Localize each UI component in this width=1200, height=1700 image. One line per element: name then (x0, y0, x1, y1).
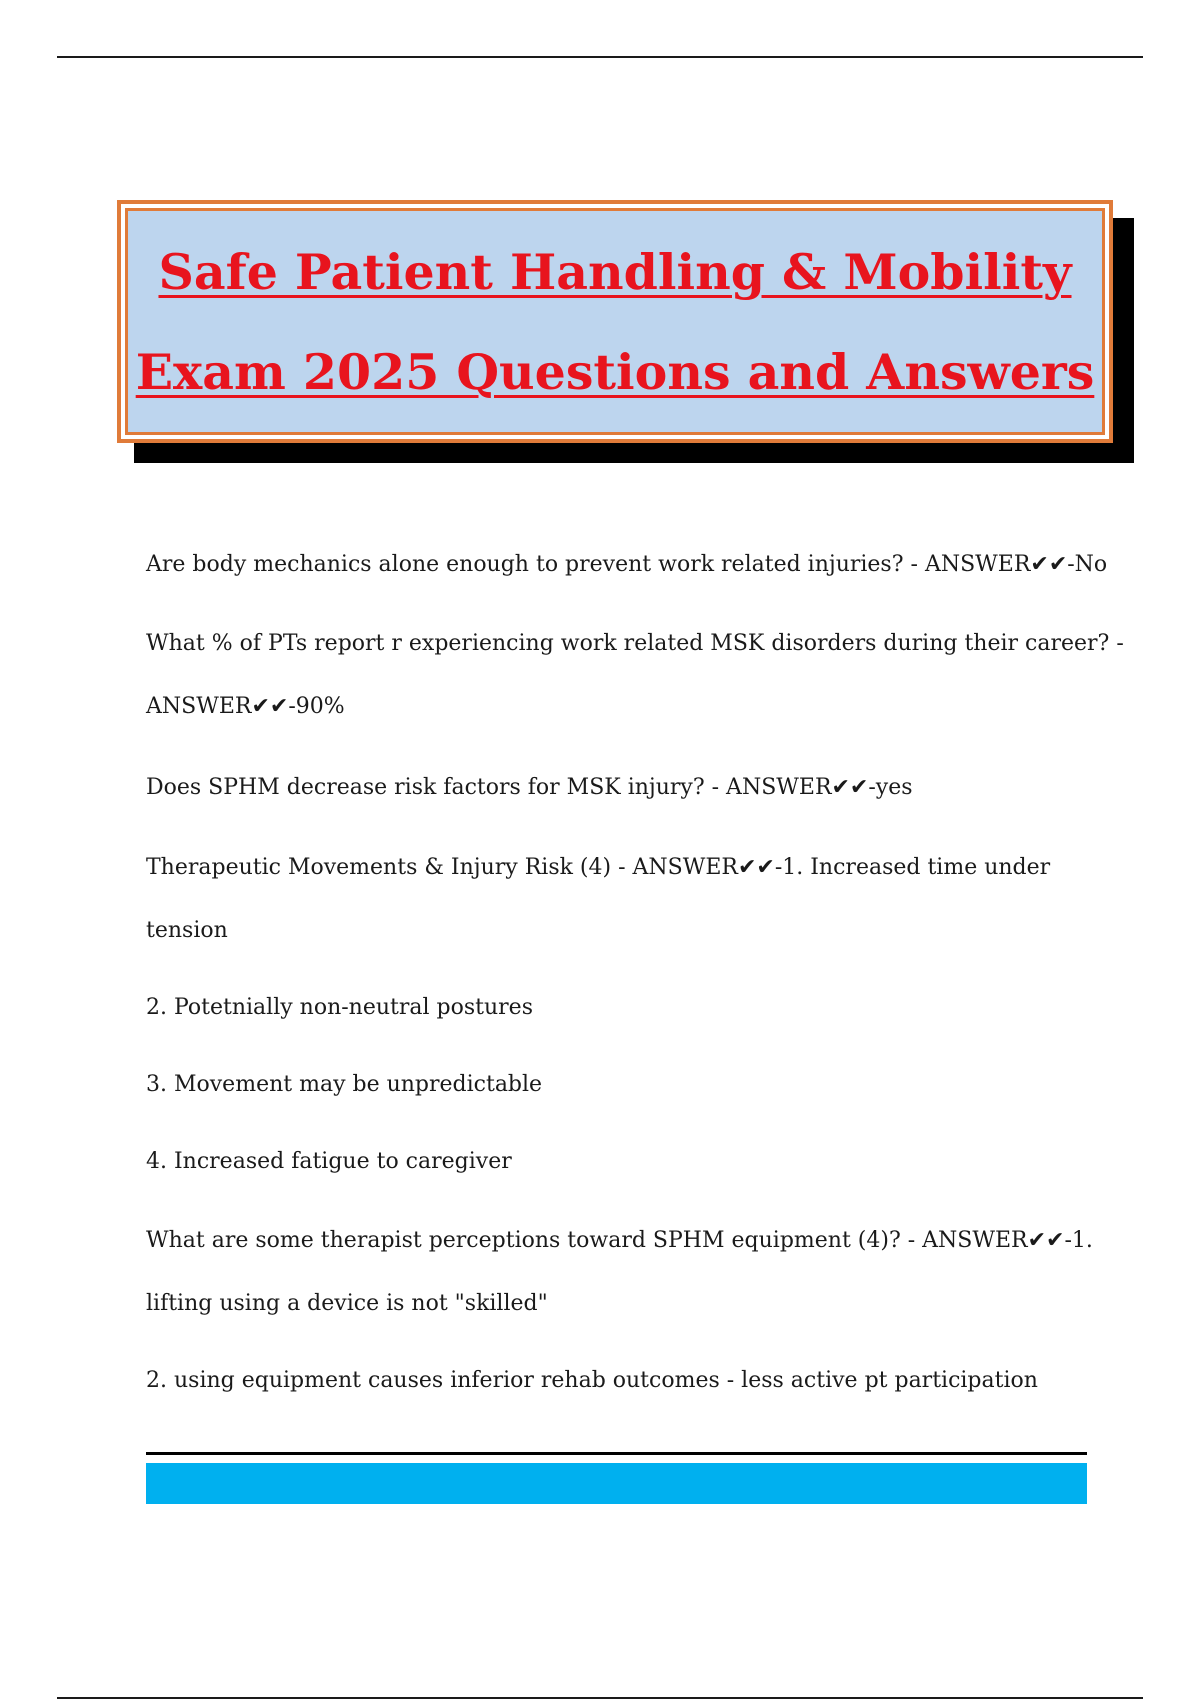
header-rule (57, 56, 1143, 58)
qa-line: Are body mechanics alone enough to prevent work related injuries? - ANSWER✔✔-No (146, 552, 1108, 577)
qa-line: 2. Potetnially non-neutral postures (146, 995, 533, 1020)
document-title-line-2: Exam 2025 Questions and Answers (135, 342, 1095, 401)
qa-line: lifting using a device is not "skilled" (146, 1291, 548, 1316)
document-title-line-1: Safe Patient Handling & Mobility (158, 242, 1072, 301)
qa-line: Does SPHM decrease risk factors for MSK injury? - ANSWER✔✔-yes (146, 775, 913, 800)
qa-line: What are some therapist perceptions toward SPHM equipment (4)? - ANSWER✔✔-1. (146, 1228, 1093, 1253)
qa-line: tension (146, 918, 228, 943)
title-box (117, 200, 1113, 443)
title-box-inner (125, 208, 1105, 435)
qa-line: ANSWER✔✔-90% (146, 694, 345, 719)
footer-band (146, 1463, 1087, 1504)
qa-line: Therapeutic Movements & Injury Risk (4) - ANSWER✔✔-1. Increased time under (146, 855, 1051, 880)
qa-line: 3. Movement may be unpredictable (146, 1072, 543, 1097)
qa-line: 4. Increased fatigue to caregiver (146, 1149, 512, 1174)
footer-rule (146, 1452, 1087, 1455)
qa-line: What % of PTs report r experiencing work related MSK disorders during their career? - (146, 631, 1124, 656)
page-bottom-rule (57, 1697, 1143, 1699)
qa-line: 2. using equipment causes inferior rehab outcomes - less active pt participation (146, 1368, 1038, 1393)
